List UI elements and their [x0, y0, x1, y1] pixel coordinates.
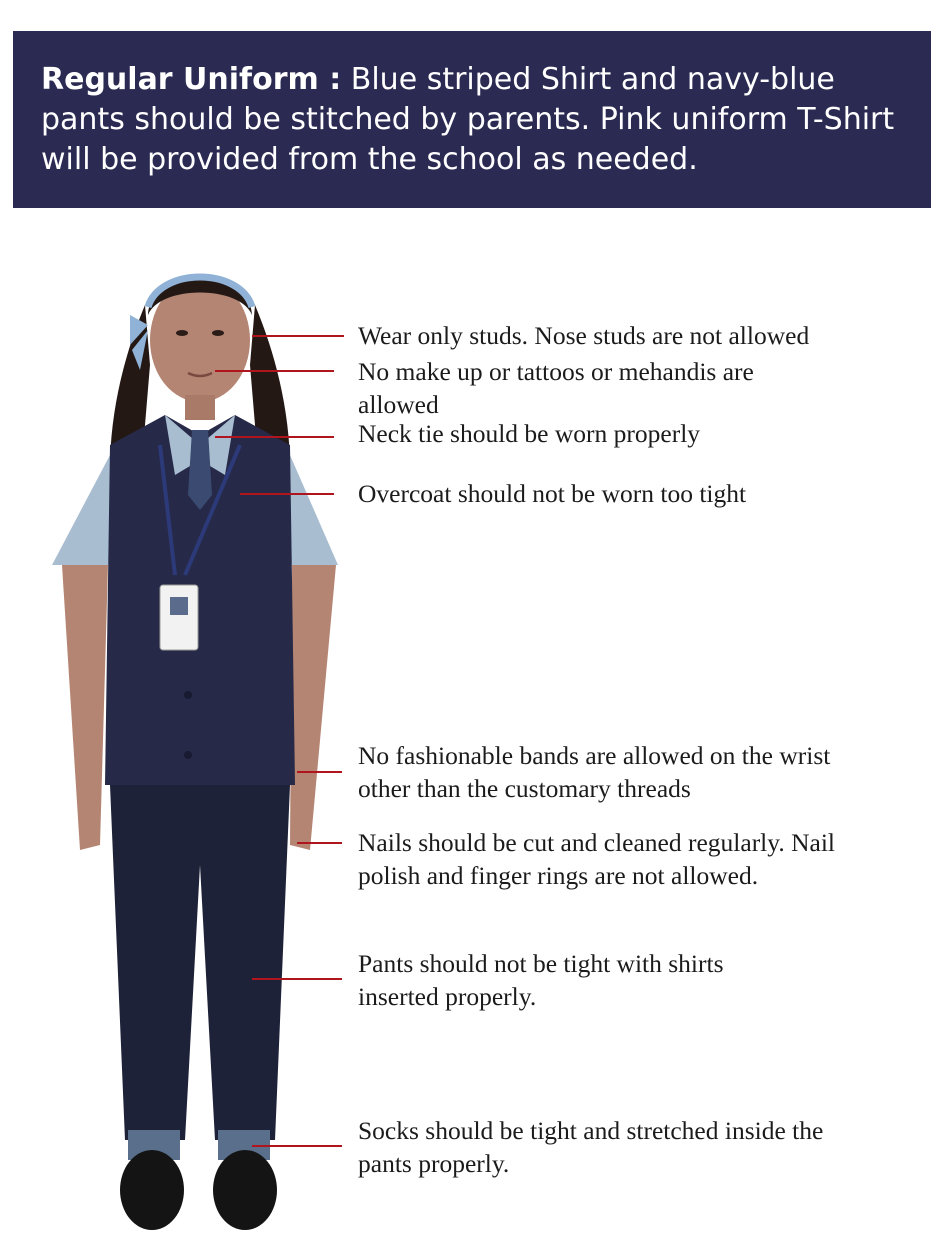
note-nails: Nails should be cut and cleaned regularly. Nail polish and finger rings are not allowed. — [358, 828, 836, 890]
note-neck-tie: Neck tie should be worn properly — [358, 419, 701, 448]
note-makeup: No make up or tattoos or mehandis are allowed — [358, 357, 754, 419]
leader-line-makeup — [215, 370, 334, 372]
banner-label: Regular Uniform : — [41, 62, 342, 97]
leader-line-overcoat — [240, 493, 334, 495]
note-pants: Pants should not be tight with shirts inserted properly. — [358, 949, 724, 1011]
note-socks: Socks should be tight and stretched inside the pants properly. — [358, 1116, 824, 1178]
title-banner — [13, 31, 931, 208]
note-overcoat: Overcoat should not be worn too tight — [358, 479, 747, 508]
leader-line-nails — [297, 842, 342, 844]
leader-line-pants — [252, 978, 342, 980]
leader-line-wrist — [297, 771, 342, 773]
banner-text: Blue striped Shirt and navy-blue pants should be stitched by parents. Pink uniform T-Shirt will be provided from the school as needed. — [41, 62, 895, 177]
note-wrist-bands: No fashionable bands are allowed on the wrist other than the customary threads — [358, 741, 831, 803]
student-uniform-figure — [40, 245, 360, 1235]
leader-line-studs — [252, 335, 344, 337]
note-studs: Wear only studs. Nose studs are not allowed — [358, 321, 810, 350]
leader-line-tie — [215, 436, 334, 438]
leader-line-socks — [252, 1145, 342, 1147]
